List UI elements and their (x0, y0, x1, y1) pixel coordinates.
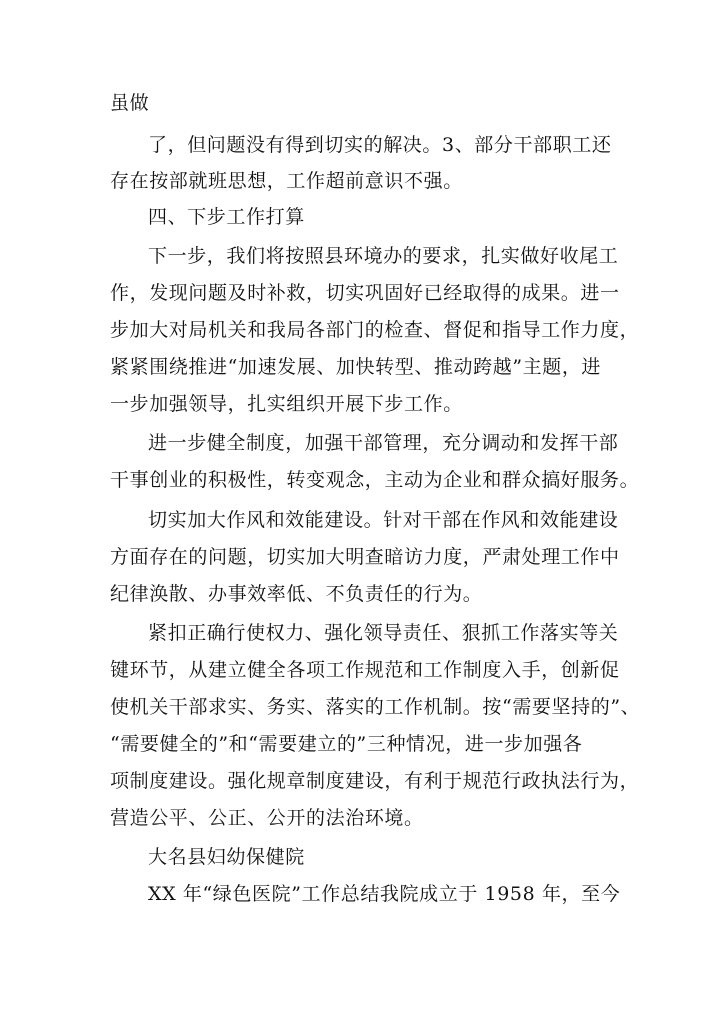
text-line: 紧紧围绕推进“加速发展、加快转型、推动跨越”主题，进 (110, 356, 602, 378)
section-heading: 四、下步工作打算 (148, 206, 305, 228)
text-line: 了，但问题没有得到切实的解决。3、部分干部职工还 (148, 134, 612, 156)
text-line: 营造公平、公正、公开的法治环境。 (110, 807, 424, 829)
text-line: 干事创业的积极性，转变观念，主动为企业和群众搞好服务。 (110, 469, 640, 491)
text-line: 纪律涣散、办事效率低、不负责任的行为。 (110, 583, 483, 605)
text-line: 进一步健全制度，加强干部管理，充分调动和发挥干部 (148, 432, 619, 454)
text-line: 切实加大作风和效能建设。针对干部在作风和效能建设 (148, 509, 619, 531)
organization-name: 大名县妇幼保健院 (148, 846, 305, 868)
text-line: 作，发现问题及时补救，切实巩固好已经取得的成果。进一 (110, 282, 620, 304)
text-line: 虽做 (110, 92, 150, 114)
text-line: 紧扣正确行使权力、强化领导责任、狠抓工作落实等关 (148, 622, 619, 644)
text-line: 步加大对局机关和我局各部门的检查、督促和指导工作力度， (110, 319, 640, 341)
text-line: 下一步，我们将按照县环境办的要求，扎实做好收尾工 (148, 245, 619, 267)
text-line: 使机关干部求实、务实、落实的工作机制。按“需要坚持的”、 (110, 696, 641, 718)
text-line: XX 年“绿色医院”工作总结我院成立于 1958 年，至今 (148, 883, 621, 905)
text-line: 键环节，从建立健全各项工作规范和工作制度入手，创新促 (110, 659, 620, 681)
text-line: 项制度建设。强化规章制度建设，有利于规范行政执法行为， (110, 770, 640, 792)
text-line: 存在按部就班思想，工作超前意识不强。 (110, 170, 463, 192)
text-line: “需要健全的”和“需要建立的”三种情况，进一步加强各 (110, 733, 583, 755)
text-line: 方面存在的问题，切实加大明查暗访力度，严肃处理工作中 (110, 546, 620, 568)
text-line: 一步加强领导，扎实组织开展下步工作。 (110, 393, 463, 415)
